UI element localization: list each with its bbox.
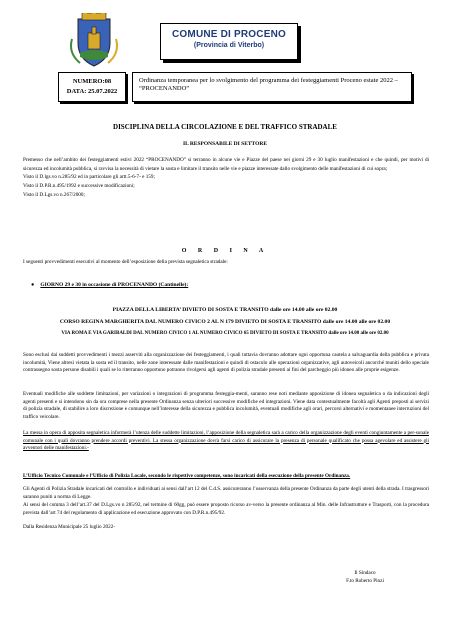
bullet-icon: ●	[31, 282, 35, 288]
street-rule: CORSO REGINA MARGHERITA DAL NUMERO CIVICO 2 AL N 179 DIVIETO DI SOSTA E TRANSITO dalle ore 14.00 alle ore 02.00	[59, 319, 391, 325]
signage-paragraph: La messa in opera di apposita segnaletica informerà l’utenza delle suddette limitazioni, l’apposizione della segnaletica sarà a carico della organizzazione degli eventi congiuntamente a per-sonale comunale con i quali dovranno prendere accordi preventivi. La stessa organizzazione dovrà farsi carico di assicurare la presenza di personale qualificato che possa agevolare ed assistere gli avventori delle manifestazioni.-	[23, 430, 429, 452]
signature-role: Il Sindaco	[354, 570, 376, 576]
municipal-crest-icon	[68, 13, 120, 69]
street-rule: VIA ROMA E VIA GARIBALDI DAL NUMERO CIVICO 1 AL NUMERO CIVICO 65 DIVIETO DI SOSTA E TRANSITO dalle ore 14.00 alle ore 02.00	[61, 331, 389, 336]
municipality-header-box	[160, 23, 298, 60]
execution-paragraph: L’Ufficio Tecnico Comunale e l’Ufficio di Polizia Locale, secondo le rispettive competenze, sono incaricati della esecuzione della presente Ordinanza.	[23, 473, 351, 479]
responsible-heading: IL RESPONSABILE DI SETTORE	[182, 141, 268, 147]
ordina-heading: O R D I N A	[181, 248, 269, 254]
premise-paragraph	[23, 156, 429, 200]
reference-line: Visto il D.lgs.vo n.285/92 ed in particolare gli artt.5-6-7- e 159;	[23, 174, 155, 181]
police-paragraph: Gli Agenti di Polizia Stradale incaricati del controllo e individuati ai sensi dall’art 12 del C.d.S. assicureranno l’osservanza della presente Ordinanza da parte degli utenti della strada. I trasgressori saranno puniti a norma di Legge.	[23, 486, 429, 500]
bullet-text: GIORNO 29 e 30 in occasione di PROCENANDO (Cantinelle):	[40, 282, 189, 288]
main-heading: DISCIPLINA DELLA CIRCOLAZIONE E DEL TRAFFICO STRADALE	[113, 123, 337, 131]
municipality-name: COMUNE DI PROCENO	[172, 29, 286, 40]
measures-intro: I seguenti provvedimenti esecutivi al momento dell’esposizione della prevista segnaletica stradale:	[23, 259, 228, 265]
premise-text: Premesso che nell’ambito dei festeggiamenti estivi 2022 “PROCENANDO” si terranno in alcune vie e Piazze del paese nei giorni 29 e 30 luglio manifestazioni e che quindi, per motivi di sicurezza ed incolumità pubblica, si ravvisa la necessità di vietare la sosta e limitare il transito nelle vie e piazze interessate dallo svolgimento delle manifestazioni di cui sopra;	[23, 157, 429, 172]
signature-name: F.to Roberto Pinzi	[346, 578, 384, 584]
modifications-paragraph: Eventuali modifiche alle suddette limitazioni, per variazioni o integrazioni di programma festeggia-menti, saranno rese noti mediante apposizione di idonea segnaletica o da indicazioni degli agenti presenti e si intendono sin da ora comprese nella presente Ordinanza senza ulteriori successive modifiche ed integrazioni. Viene data contestualmente facoltà agli Agenti preposti ai servizi di polizia stradale, di stabilire a loro discrezione e comunque nell’interesse della sicurezza e pubblica incolumità, eventuali modifiche agli orari, percorsi alternativi e momentanee interruzioni del traffico veicolare.	[23, 391, 429, 420]
reference-line: Visto il D.Lgs.vo n.267/2000;	[23, 191, 85, 198]
reference-line: Visto il D.P.R.n.495/1992 e successive modificazioni;	[23, 183, 135, 190]
province-name: (Provincia di Viterbo)	[193, 42, 265, 49]
bullet-event-days	[31, 282, 188, 288]
ordinance-subject: Ordinanza temporanea per lo svolgimento del programma dei festeggiamenti Proceno estate 2022 – “PROCENANDO”	[132, 72, 412, 102]
street-rule: PIAZZA DELLA LIBERTA’ DIVIETO DI SOSTA E TRANSITO dalle ore 14.00 alle ore 02.00	[112, 307, 338, 313]
exclusions-paragraph: Sono esclusi dai suddetti provvedimenti i mezzi asserviti alla organizzazione dei festeggiamenti, i quali tuttavia dovranno adottare ogni opportuna cautela a salvaguardia della pubblica e privata incolumità, Viene altresì vietata la sosta ed il transito, nelle zone interessate dalle manifestazioni e quindi di ostacolo alle operazioni organizzative, agli autoveicoli ancorché muniti dello speciale contrassegno sosta persone disabili i quali se lo riterranno opportuno potranno rivolgersi agli agenti di polizia stradale presenti ai fini del parcheggio più idoneo alle proprie esigenze.	[23, 352, 429, 374]
ordinance-number-box	[58, 72, 126, 102]
ordinance-number: NUMERO:08	[72, 78, 112, 85]
appeal-paragraph: Ai sensi del comma 3 dell’art.37 del D.Lgs.vo n 285/92, nel termine di 60gg, può essere proposto ricorso av-verso la presente ordinanza al Min. delle Infrastrutture e Trasporti, con la procedura prevista dall’art 74 del regolamento di applicazione ed esecuzione approvato con D.P.R.n.495/92.	[23, 502, 429, 516]
date-line: Dalla Residenza Municipale 25 luglio 2022-	[23, 524, 116, 530]
signature-block	[330, 569, 400, 585]
ordinance-date: DATA: 25.07.2022	[66, 88, 118, 95]
